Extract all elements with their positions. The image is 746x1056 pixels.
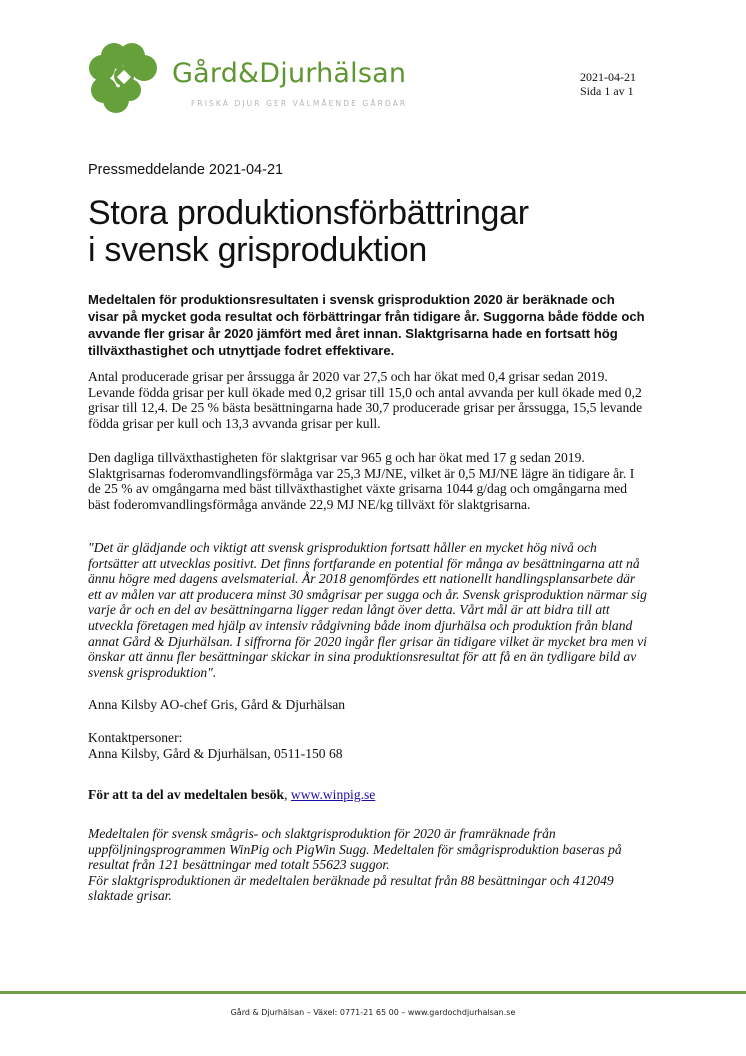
- method-note-2: För slaktgrisproduktionen är medeltalen beräknade på resultat från 88 besättningar och 412049 slaktade grisar.: [88, 872, 614, 904]
- medeltal-line: För att ta del av medeltalen besök, www.winpig.se: [88, 787, 376, 802]
- page-footer: Gård & Djurhälsan – Växel: 0771-21 65 00 – www.gardochdjurhalsan.se: [230, 1008, 516, 1017]
- contact-heading: Kontaktpersoner:: [88, 730, 183, 745]
- clover-icon: [88, 42, 168, 114]
- brand-name: Gård&Djurhälsan: [172, 58, 407, 89]
- press-release-label: Pressmeddelande 2021-04-21: [88, 162, 284, 178]
- body-paragraph-1: Antal producerade grisar per årssugga år 2020 var 27,5 och har ökat med 0,4 grisar sedan 2019. Levande födda grisar per kull ökade med 0,2 grisar till 15,0 och antal avvanda per kull ökade med 0,2 grisar till 12,4. De 25 % bästa besättningarna hade 30,7 producerade grisar per årssugga, 15,5 levande födda grisar per kull och 13,3 avvanda grisar per kull.: [88, 369, 643, 431]
- brand-tagline: FRISKA DJUR GER VÄLMÅENDE GÅRDAR: [191, 99, 408, 108]
- title-line-1: Stora produktionsförbättringar: [88, 194, 529, 232]
- lead-paragraph: Medeltalen för produktionsresultaten i svensk grisproduktion 2020 är beräknade och visar på mycket goda resultat och förbättringar från tidigare år. Suggorna både födde och avvande fler grisar år 2020 jämfört med året innan. Slaktgrisarna hade en fortsatt hög tillväxthastighet och utnyttjade fodret effektivare.: [88, 292, 645, 358]
- medeltal-label: För att ta del av medeltalen besök: [88, 787, 285, 802]
- footer-divider: [0, 991, 746, 994]
- winpig-link[interactable]: www.winpig.se: [290, 787, 376, 802]
- body-paragraph-2: Den dagliga tillväxthastigheten för slaktgrisar var 965 g och har ökat med 17 g sedan 2019. Slaktgrisarnas foderomvandlingsförmåga var 25,3 MJ/NE, vilket är 0,5 MJ/NE lägre än tidigare år. I de 25 % av omgångarna med bäst tillväxthastighet växte grisarna 1044 g/dag och omgångarna med bäst foderomvandlingsförmåga använde 22,9 MJ NE/kg tillväxt för slaktgrisarna.: [88, 450, 635, 512]
- contact-person: Anna Kilsby, Gård & Djurhälsan, 0511-150 68: [88, 745, 343, 761]
- method-note: [88, 826, 648, 904]
- company-logo: [88, 42, 428, 114]
- title-line-2: i svensk grisproduktion: [88, 231, 427, 269]
- document-meta: [580, 70, 636, 98]
- contact-block: [88, 730, 648, 761]
- quote-paragraph: "Det är glädjande och viktigt att svensk grisproduktion fortsatt håller en mycket hög nivå och fortsätter att utvecklas positivt. Det finns fortfarande en potential för många av besättningarna att nå ännu högre med dagens avelsmaterial. År 2018 genomfördes ett nationellt handlingsplansarbete där ett av målen var att producera minst 30 smågrisar per sugga och år. Svensk grisproduktion närmar sig varje år och en del av besättningarna ligger redan långt över detta. Vårt mål är att bidra till att utveckla företagen med hjälp av intensiv rådgivning både inom djurhälsa och produktion från bland annat Gård & Djurhälsan. I siffrorna för 2020 ingår fler grisar än tidigare vilket är mycket bra men vi önskar att ännu fler besättningar skickar in sina produktionsresultat för att få en än tydligare bild av svensk grisproduktion".: [88, 540, 647, 680]
- page-title: [88, 195, 648, 269]
- document-date: 2021-04-21: [580, 70, 636, 84]
- method-note-1: Medeltalen för svensk smågris- och slaktgrisproduktion för 2020 är framräknade från uppföljningsprogrammen WinPig och PigWin Sugg. Medeltalen för smågrisproduktion baseras på resultat från 121 besättningar med totalt 55623 suggor.: [88, 826, 622, 873]
- quote-signature: Anna Kilsby AO-chef Gris, Gård & Djurhälsan: [88, 697, 346, 712]
- page-number: Sida 1 av 1: [580, 84, 634, 98]
